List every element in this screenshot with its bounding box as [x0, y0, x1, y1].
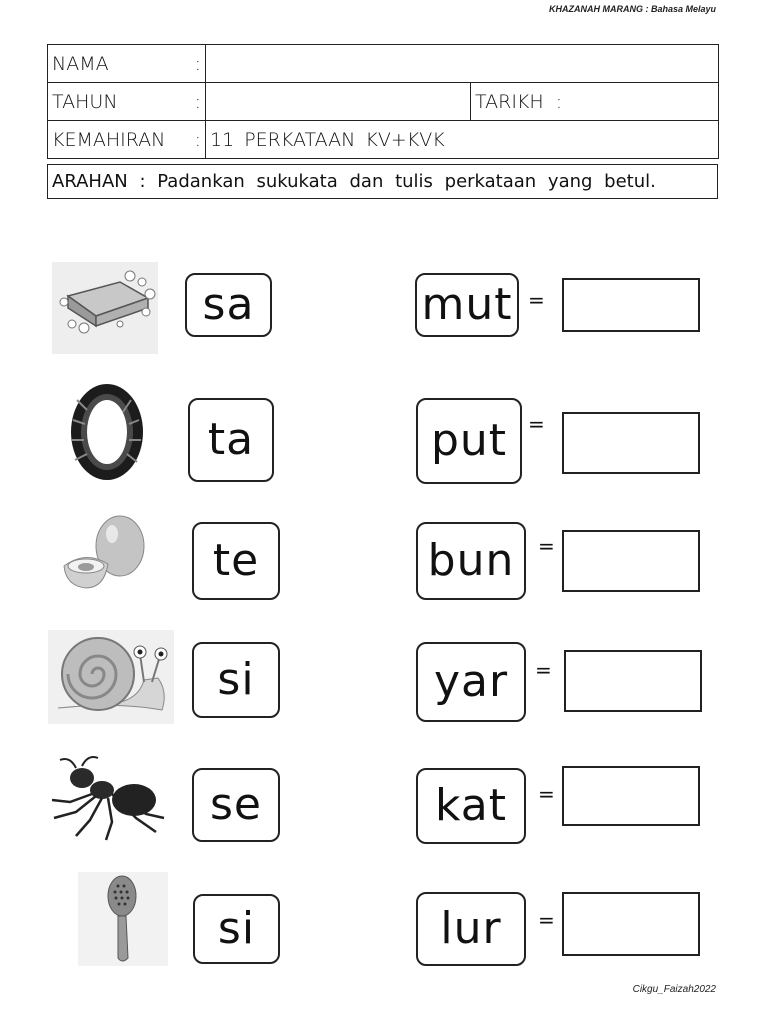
syllable-card[interactable]: bun: [416, 522, 526, 600]
exercise-row: [0, 258, 768, 368]
nama-row: [48, 45, 719, 83]
arahan-text: Padankan sukukata dan tulis perkataan yang betul.: [157, 171, 656, 192]
syllable-card[interactable]: se: [192, 768, 280, 842]
kemahiran-row: [48, 121, 719, 159]
tahun-label: TAHUN: [52, 90, 118, 113]
kemahiran-label-cell: [48, 121, 206, 159]
student-info-table: [47, 44, 719, 159]
answer-box[interactable]: [562, 412, 700, 474]
syllable-card[interactable]: mut: [415, 273, 519, 337]
nama-label-cell: [48, 45, 206, 83]
kemahiran-label: KEMAHIRAN: [52, 128, 166, 151]
tarikh-colon: :: [555, 90, 563, 113]
soap-icon: [50, 258, 160, 358]
answer-box[interactable]: [562, 278, 700, 332]
arahan-colon: :: [139, 171, 146, 192]
syllable-card[interactable]: ta: [188, 398, 274, 482]
snail-icon: [48, 630, 174, 724]
ant-icon: [46, 754, 170, 844]
exercise-row: [0, 754, 768, 864]
kemahiran-colon: :: [194, 128, 201, 151]
kemahiran-value: 11 PERKATAAN KV+KVK: [206, 121, 719, 159]
exercise-row: [0, 872, 768, 982]
nama-field[interactable]: [206, 45, 719, 83]
syllable-card[interactable]: si: [193, 894, 280, 964]
tahun-colon: :: [194, 90, 201, 113]
exercise-row: [0, 630, 768, 740]
answer-box[interactable]: [562, 530, 700, 592]
answer-box[interactable]: [562, 892, 700, 956]
answer-box[interactable]: [562, 766, 700, 826]
exercise-row: [0, 512, 768, 622]
instruction-box: [47, 164, 718, 199]
hairbrush-icon: [78, 872, 168, 966]
nama-label: NAMA: [52, 52, 109, 75]
footer-credit: Cikgu_Faizah2022: [632, 984, 716, 995]
syllable-card[interactable]: yar: [416, 642, 526, 722]
equals-sign: =: [538, 908, 555, 932]
tahun-row: [48, 83, 719, 121]
tarikh-field[interactable]: [471, 83, 719, 121]
equals-sign: =: [535, 658, 552, 682]
syllable-card[interactable]: sa: [185, 273, 272, 337]
tahun-label-cell: [48, 83, 206, 121]
equals-sign: =: [538, 534, 555, 558]
arahan-label: ARAHAN: [52, 171, 128, 192]
egg-icon: [60, 512, 150, 592]
answer-box[interactable]: [564, 650, 702, 712]
tarikh-label: TARIKH: [475, 90, 544, 113]
syllable-card[interactable]: lur: [416, 892, 526, 966]
equals-sign: =: [528, 412, 545, 436]
header-note: KHAZANAH MARANG : Bahasa Melayu: [548, 4, 716, 14]
syllable-card[interactable]: kat: [416, 768, 526, 844]
equals-sign: =: [538, 782, 555, 806]
nama-colon: :: [194, 52, 201, 75]
equals-sign: =: [528, 288, 545, 312]
tahun-field[interactable]: [206, 83, 471, 121]
syllable-card[interactable]: te: [192, 522, 280, 600]
syllable-card[interactable]: si: [192, 642, 280, 718]
syllable-card[interactable]: put: [416, 398, 522, 484]
tyre-icon: [52, 382, 162, 482]
exercise-row: [0, 382, 768, 492]
